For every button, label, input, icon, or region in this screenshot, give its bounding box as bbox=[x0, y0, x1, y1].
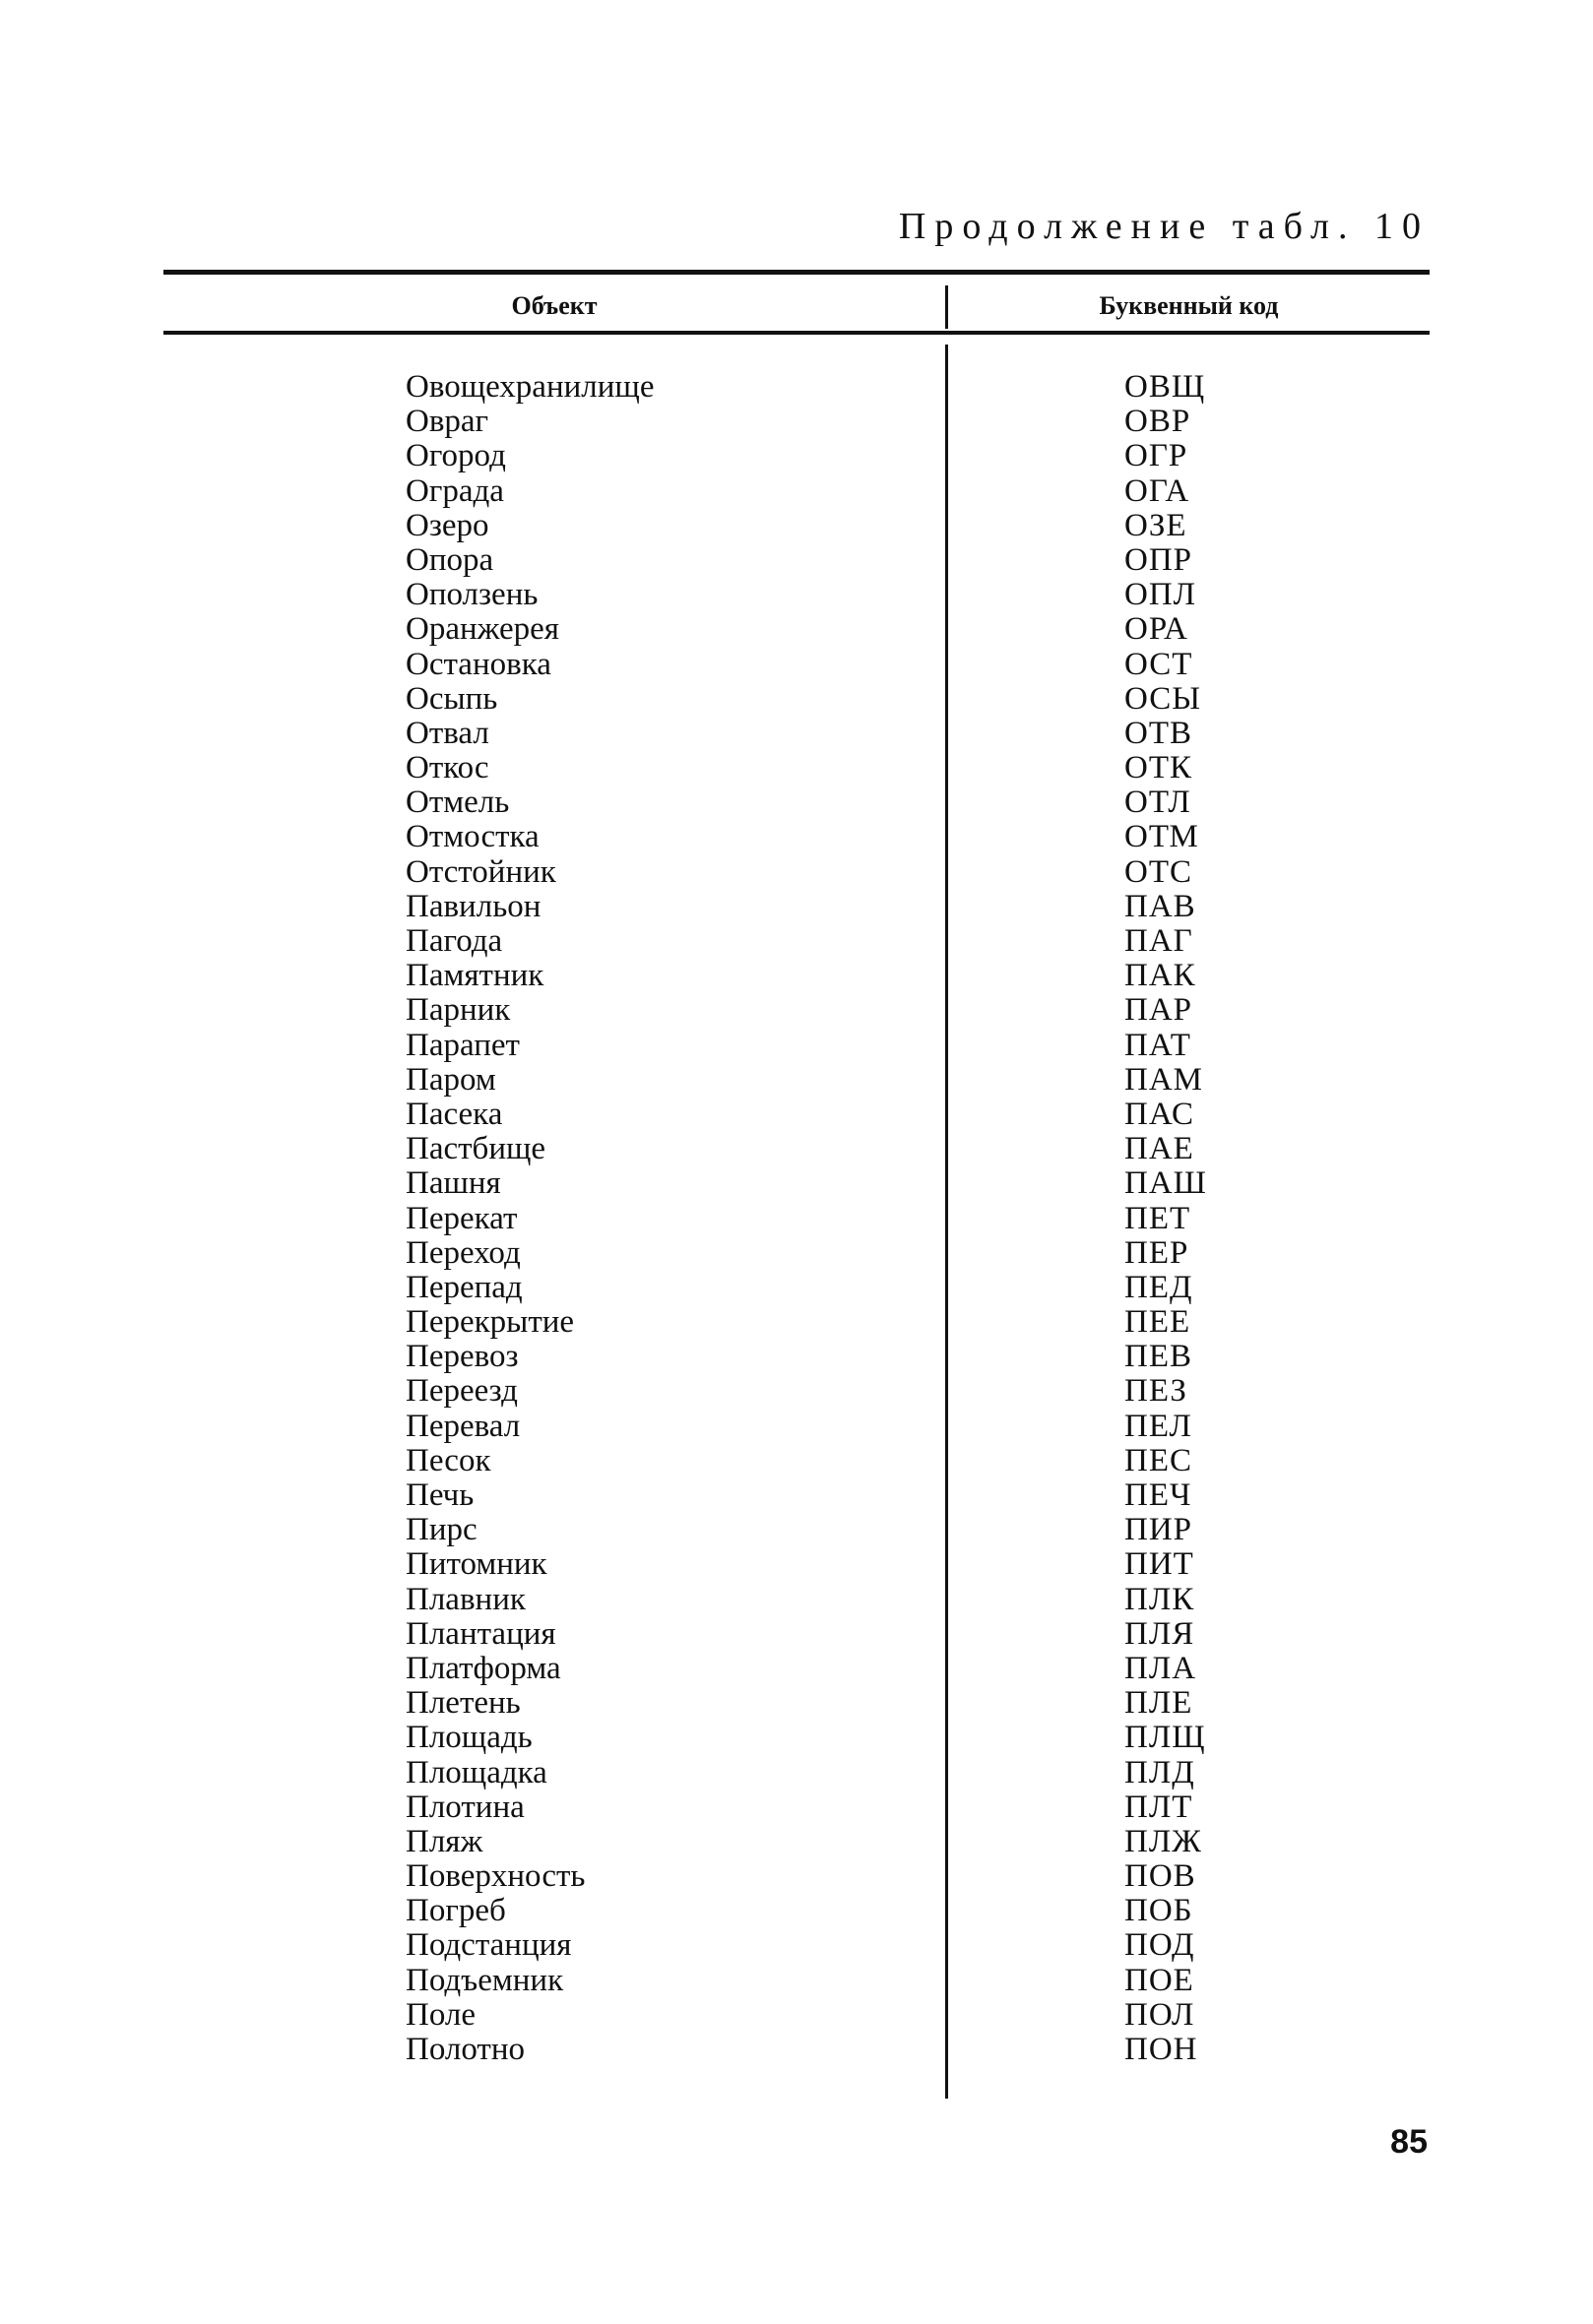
letter-code: ПАК bbox=[1124, 958, 1196, 994]
table-row bbox=[0, 1617, 1593, 1652]
object-name: Перепад bbox=[406, 1269, 523, 1305]
letter-code: ПЕР bbox=[1124, 1234, 1189, 1271]
table-row bbox=[0, 1444, 1593, 1478]
table-row bbox=[0, 1166, 1593, 1201]
object-name: Плантация bbox=[406, 1615, 556, 1652]
object-name: Отмостка bbox=[406, 819, 540, 855]
table-row bbox=[0, 1686, 1593, 1721]
letter-code: ОПР bbox=[1124, 541, 1193, 578]
letter-code: ПЛТ bbox=[1124, 1789, 1193, 1825]
table-row bbox=[0, 1513, 1593, 1547]
table-row bbox=[0, 682, 1593, 717]
table-row bbox=[0, 1098, 1593, 1132]
table-row bbox=[0, 785, 1593, 820]
object-name: Отвал bbox=[406, 715, 489, 751]
table-row bbox=[0, 509, 1593, 543]
table-row bbox=[0, 924, 1593, 959]
letter-code: ОТЛ bbox=[1124, 785, 1191, 821]
object-name: Пастбище bbox=[406, 1131, 546, 1167]
table-row bbox=[0, 1652, 1593, 1686]
object-name: Отстойник bbox=[406, 853, 556, 890]
object-name: Платформа bbox=[406, 1650, 561, 1686]
object-name: Оползень bbox=[406, 577, 539, 613]
letter-code: ПАШ bbox=[1124, 1165, 1207, 1202]
table-row bbox=[0, 1202, 1593, 1236]
object-name: Откос bbox=[406, 750, 489, 786]
table-row bbox=[0, 1236, 1593, 1271]
letter-code: ПЛЯ bbox=[1124, 1615, 1195, 1652]
object-name: Парапет bbox=[406, 1027, 520, 1063]
header-code: Буквенный код bbox=[1099, 291, 1279, 320]
object-name: Паром bbox=[406, 1061, 496, 1098]
letter-code: ПЕС bbox=[1124, 1442, 1192, 1478]
letter-code: ПОН bbox=[1124, 2032, 1198, 2067]
object-name: Песок bbox=[406, 1442, 491, 1478]
table-row bbox=[0, 1964, 1593, 1998]
table-caption: Продолжение табл. 10 bbox=[898, 206, 1430, 247]
table-row bbox=[0, 648, 1593, 682]
object-name: Огород bbox=[406, 438, 506, 474]
object-name: Пасека bbox=[406, 1096, 503, 1132]
table-body bbox=[0, 370, 1593, 2067]
table-row bbox=[0, 717, 1593, 751]
table-row bbox=[0, 855, 1593, 890]
table-row bbox=[0, 612, 1593, 647]
table-row bbox=[0, 370, 1593, 405]
object-name: Питомник bbox=[406, 1546, 547, 1583]
letter-code: ПАС bbox=[1124, 1096, 1195, 1132]
object-name: Парник bbox=[406, 992, 511, 1029]
object-name: Переезд bbox=[406, 1373, 518, 1410]
object-name: Поле bbox=[406, 1996, 477, 2033]
letter-code: ПОВ bbox=[1124, 1858, 1196, 1895]
letter-code: ПЕД bbox=[1124, 1269, 1193, 1305]
letter-code: ОТК bbox=[1124, 750, 1192, 786]
letter-code: ПЛК bbox=[1124, 1581, 1195, 1617]
object-name: Подстанция bbox=[406, 1927, 572, 1964]
page-number: 85 bbox=[1390, 2123, 1428, 2161]
table-row bbox=[0, 1547, 1593, 1582]
table-row bbox=[0, 1928, 1593, 1963]
header-bottom-rule bbox=[163, 331, 1430, 335]
object-name: Пляж bbox=[406, 1823, 483, 1859]
table-row bbox=[0, 2033, 1593, 2067]
table-row bbox=[0, 1132, 1593, 1166]
object-name: Плотина bbox=[406, 1789, 525, 1825]
table-row bbox=[0, 1756, 1593, 1790]
object-name: Пагода bbox=[406, 923, 503, 959]
letter-code: ОПЛ bbox=[1124, 577, 1197, 613]
object-name: Погреб bbox=[406, 1893, 506, 1929]
header-object: Объект bbox=[511, 291, 598, 320]
letter-code: ПОБ bbox=[1124, 1893, 1193, 1929]
object-name: Полотно bbox=[406, 2032, 526, 2067]
table-row bbox=[0, 1305, 1593, 1340]
object-name: Оранжерея bbox=[406, 611, 559, 648]
table-row bbox=[0, 820, 1593, 854]
table-top-rule bbox=[163, 270, 1430, 275]
object-name: Озеро bbox=[406, 507, 489, 543]
letter-code: ПЛЩ bbox=[1124, 1720, 1206, 1756]
object-name: Перевоз bbox=[406, 1339, 519, 1375]
table-row bbox=[0, 405, 1593, 439]
letter-code: ПОЕ bbox=[1124, 1962, 1194, 1998]
letter-code: ПАВ bbox=[1124, 888, 1196, 924]
object-name: Павильон bbox=[406, 888, 542, 924]
table-row bbox=[0, 1271, 1593, 1305]
object-name: Печь bbox=[406, 1477, 475, 1513]
letter-code: ПАМ bbox=[1124, 1061, 1204, 1098]
object-name: Переход bbox=[406, 1234, 521, 1271]
table-row bbox=[0, 1894, 1593, 1928]
letter-code: ОВЩ bbox=[1124, 369, 1206, 405]
object-name: Площадка bbox=[406, 1754, 547, 1790]
letter-code: ОСТ bbox=[1124, 646, 1193, 682]
letter-code: ПЕЗ bbox=[1124, 1373, 1187, 1410]
table-row bbox=[0, 751, 1593, 785]
table-row bbox=[0, 1478, 1593, 1513]
object-name: Пирс bbox=[406, 1512, 478, 1548]
table-row bbox=[0, 578, 1593, 612]
letter-code: ОТМ bbox=[1124, 819, 1199, 855]
letter-code: ПИР bbox=[1124, 1512, 1193, 1548]
letter-code: ПЛА bbox=[1124, 1650, 1197, 1686]
letter-code: ОГР bbox=[1124, 438, 1188, 474]
letter-code: ПЕВ bbox=[1124, 1339, 1192, 1375]
letter-code: ПЕЕ bbox=[1124, 1304, 1191, 1341]
table-row bbox=[0, 439, 1593, 473]
table-row bbox=[0, 1721, 1593, 1755]
letter-code: ОВР bbox=[1124, 404, 1191, 440]
table-row bbox=[0, 1583, 1593, 1617]
letter-code: ПЛЖ bbox=[1124, 1823, 1202, 1859]
object-name: Пашня bbox=[406, 1165, 501, 1202]
letter-code: ПЕЛ bbox=[1124, 1408, 1192, 1444]
table-row bbox=[0, 1825, 1593, 1859]
table-row bbox=[0, 474, 1593, 509]
letter-code: ОЗЕ bbox=[1124, 507, 1187, 543]
letter-code: ПАР bbox=[1124, 992, 1193, 1029]
object-name: Овраг bbox=[406, 404, 489, 440]
object-name: Плавник bbox=[406, 1581, 526, 1617]
object-name: Плетень bbox=[406, 1685, 521, 1722]
letter-code: ПЛД bbox=[1124, 1754, 1195, 1790]
table-row bbox=[0, 1029, 1593, 1063]
letter-code: ОТС bbox=[1124, 853, 1192, 890]
object-name: Перекрытие bbox=[406, 1304, 575, 1341]
table-row bbox=[0, 1998, 1593, 2033]
letter-code: ОГА bbox=[1124, 472, 1190, 509]
letter-code: ОСЫ bbox=[1124, 680, 1202, 717]
table-row bbox=[0, 959, 1593, 993]
table-row bbox=[0, 1790, 1593, 1825]
letter-code: ПАЕ bbox=[1124, 1131, 1194, 1167]
letter-code: ОТВ bbox=[1124, 715, 1192, 751]
object-name: Опора bbox=[406, 541, 494, 578]
object-name: Перевал bbox=[406, 1408, 521, 1444]
letter-code: ПАТ bbox=[1124, 1027, 1191, 1063]
letter-code: ПЕТ bbox=[1124, 1200, 1191, 1236]
letter-code: ПОЛ bbox=[1124, 1996, 1195, 2033]
object-name: Подъемник bbox=[406, 1962, 564, 1998]
letter-code: ОРА bbox=[1124, 611, 1188, 648]
object-name: Памятник bbox=[406, 958, 544, 994]
table-row bbox=[0, 1063, 1593, 1098]
table-row bbox=[0, 993, 1593, 1028]
object-name: Перекат bbox=[406, 1200, 518, 1236]
letter-code: ПИТ bbox=[1124, 1546, 1194, 1583]
object-name: Осыпь bbox=[406, 680, 498, 717]
letter-code: ПЕЧ bbox=[1124, 1477, 1192, 1513]
table-row bbox=[0, 1859, 1593, 1894]
object-name: Остановка bbox=[406, 646, 551, 682]
letter-code: ПАГ bbox=[1124, 923, 1193, 959]
object-name: Отмель bbox=[406, 785, 510, 821]
object-name: Ограда bbox=[406, 472, 504, 509]
object-name: Поверхность bbox=[406, 1858, 586, 1895]
object-name: Овощехранилище bbox=[406, 369, 655, 405]
letter-code: ПОД bbox=[1124, 1927, 1195, 1964]
table-row bbox=[0, 1374, 1593, 1409]
letter-code: ПЛЕ bbox=[1124, 1685, 1193, 1722]
table-row bbox=[0, 1340, 1593, 1374]
table-row bbox=[0, 543, 1593, 578]
table-row bbox=[0, 1410, 1593, 1444]
table-row bbox=[0, 890, 1593, 924]
object-name: Площадь bbox=[406, 1720, 533, 1756]
